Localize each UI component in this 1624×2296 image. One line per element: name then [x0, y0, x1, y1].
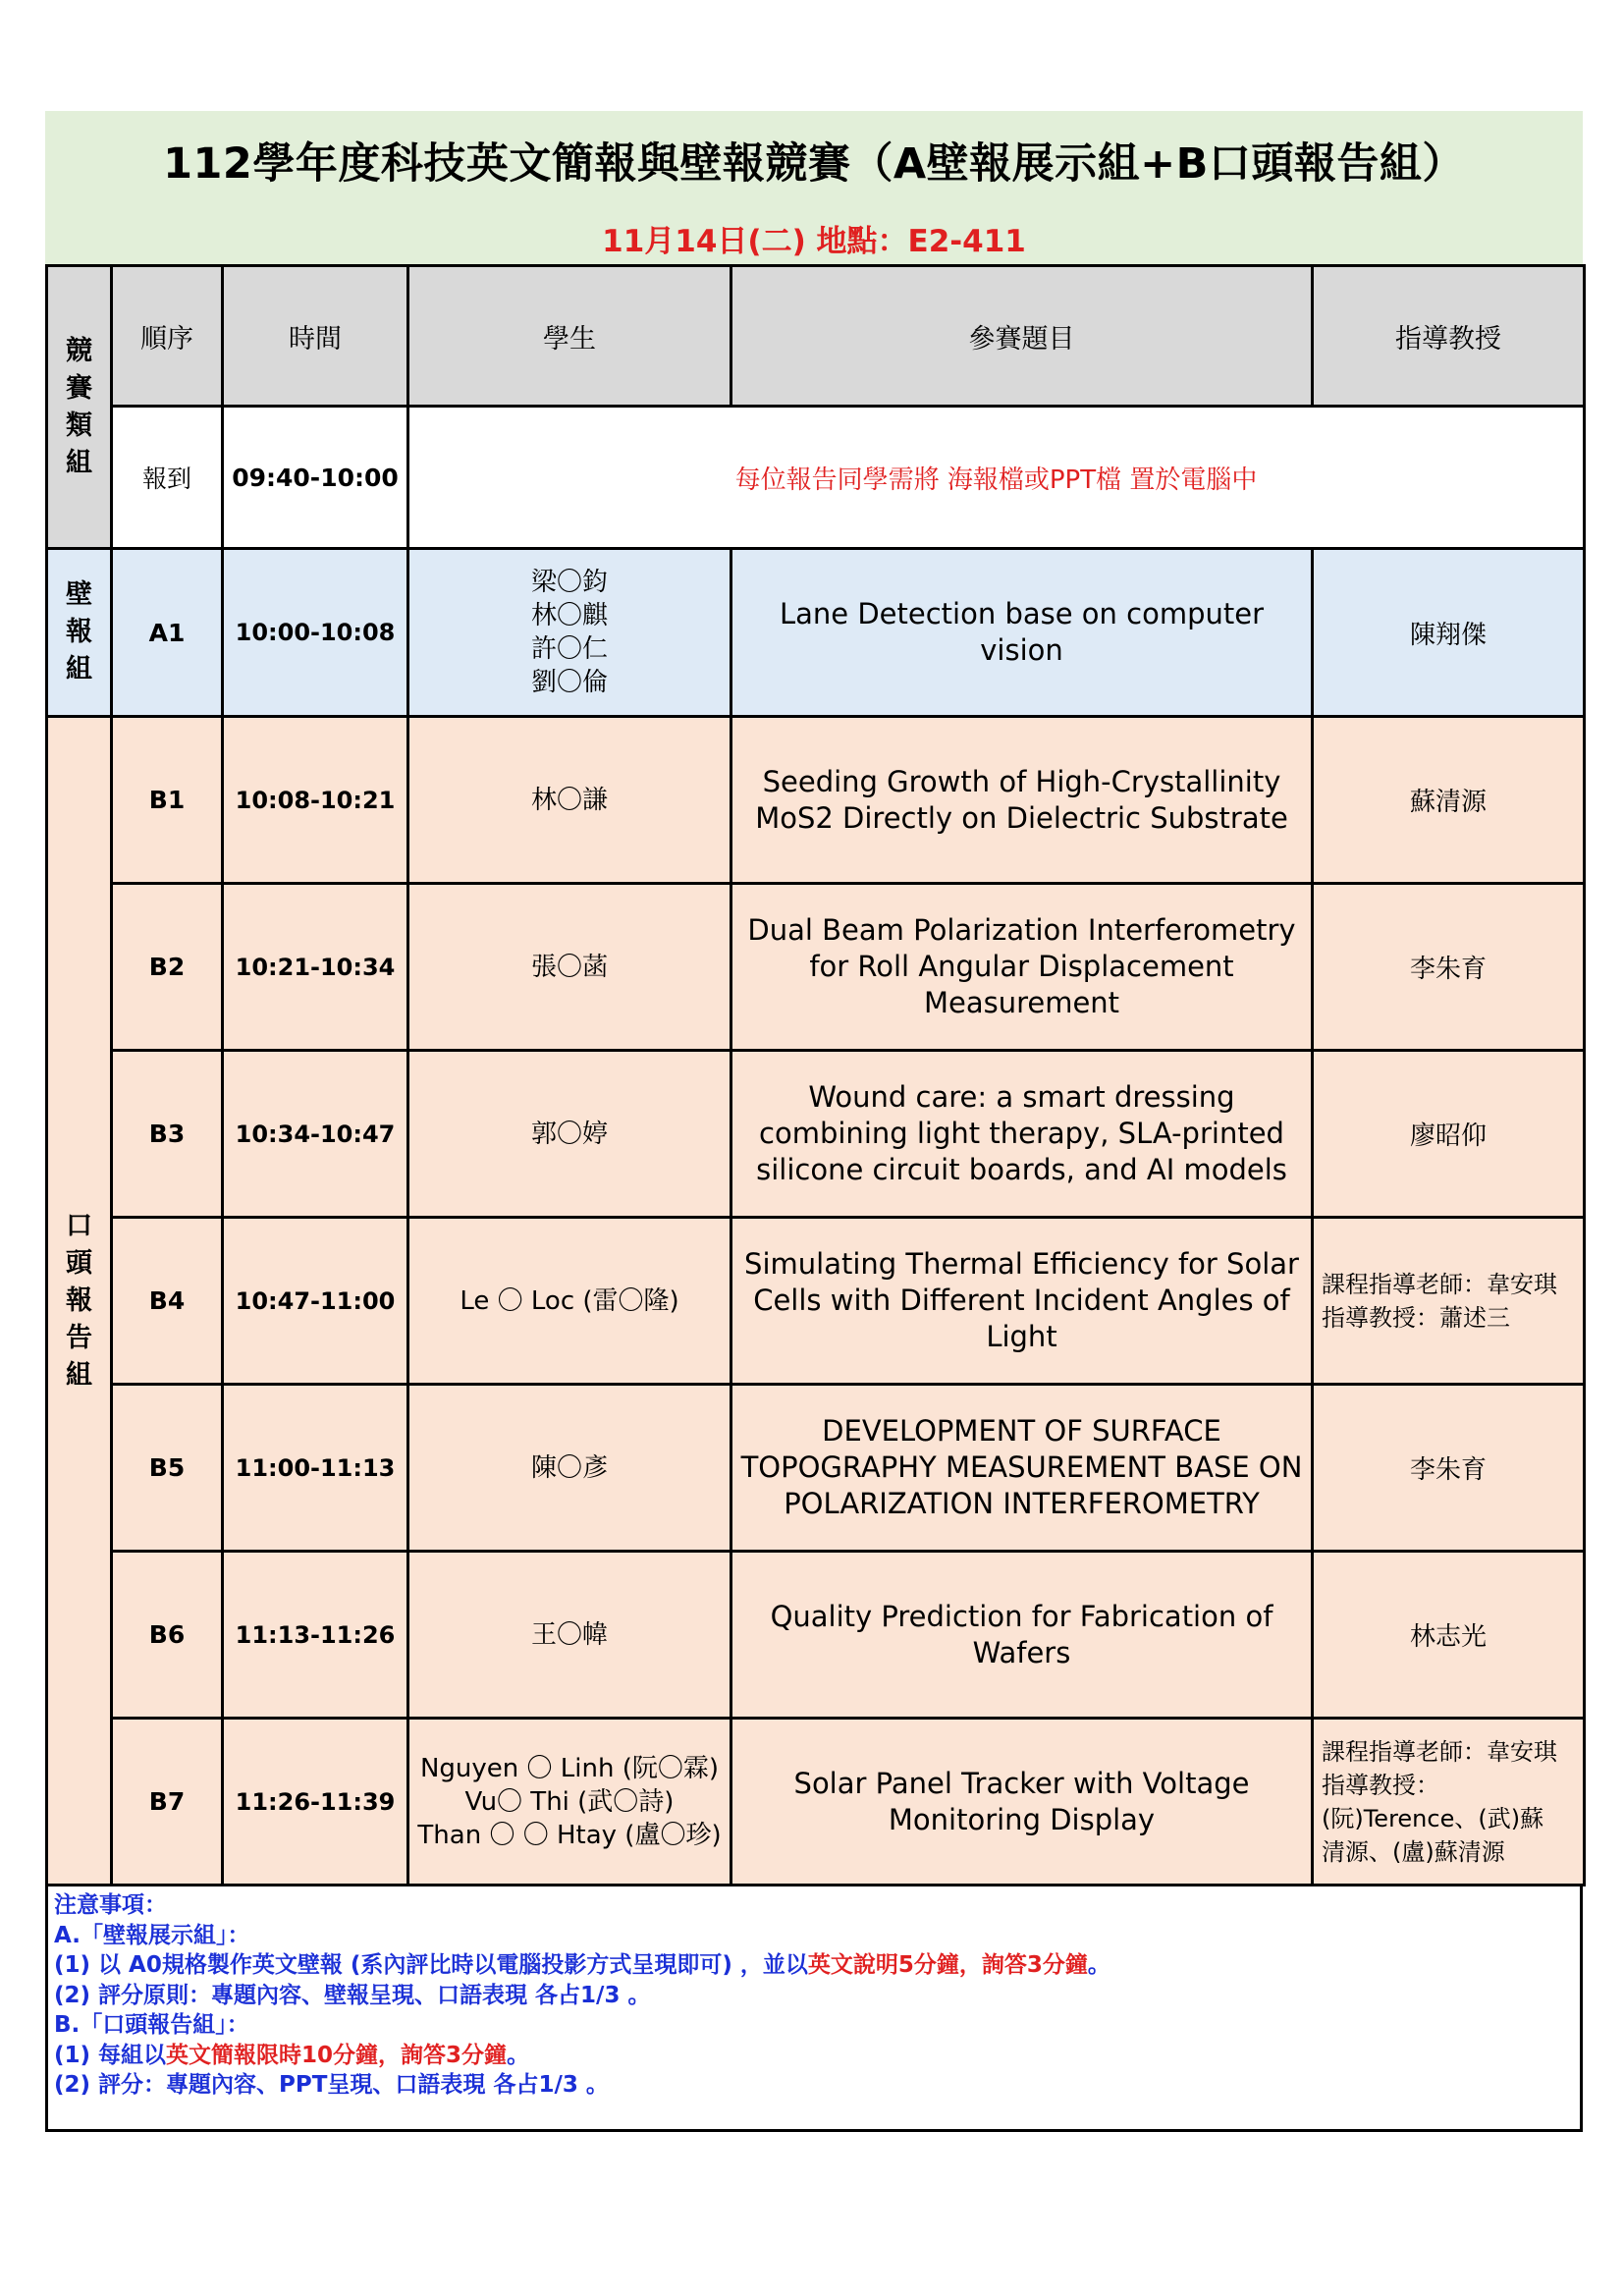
time-cell: 10:47-11:00: [223, 1218, 408, 1385]
notes-a-heading: A.「壁報展示組」：: [54, 1922, 250, 1948]
registration-label: 報到: [112, 407, 223, 549]
time-cell: 11:26-11:39: [223, 1719, 408, 1886]
student-cell-line: 郭〇婷: [530, 1119, 608, 1149]
group-label-groupA: 壁報組: [47, 549, 112, 717]
table-row: [47, 1385, 1585, 1552]
order-cell: B1: [112, 717, 223, 884]
order-cell: A1: [112, 549, 223, 717]
order-cell: B3: [112, 1051, 223, 1218]
topic-cell: Simulating Thermal Efficiency for Solar Cells with Different Incident Angles of Light: [731, 1218, 1313, 1385]
schedule-sheet: [45, 111, 1583, 2132]
time-cell: 11:13-11:26: [223, 1552, 408, 1719]
notes-a-item-2: (2) 評分原則：專題內容、壁報呈現、口語表現 各占1/3 。: [54, 1982, 651, 2008]
advisor-cell-line: 課程指導老師：韋安琪: [1322, 1737, 1557, 1766]
notes-a-item-1: (1) 以 A0規格製作英文壁報 (系內評比時以電腦投影方式呈現即可) ，並以英文說明5分鐘，詢答3分鐘。: [54, 1952, 1110, 1978]
notes-b-item-1: (1) 每組以英文簡報限時10分鐘，詢答3分鐘。: [54, 2042, 530, 2068]
student-cell: [408, 1218, 731, 1385]
advisor-cell-line: 指導教授：蕭述三: [1322, 1303, 1510, 1332]
advisor-cell: [1313, 1051, 1585, 1218]
advisor-cell-line: 陳翔傑: [1409, 620, 1487, 650]
topic-cell: Seeding Growth of High-Crystallinity MoS2 Directly on Dielectric Substrate: [731, 717, 1313, 884]
advisor-cell-line: 課程指導老師：韋安琪: [1322, 1270, 1557, 1298]
page-title: 112學年度科技英文簡報與壁報競賽（A壁報展示組+B口頭報告組）: [163, 139, 1465, 189]
advisor-cell: [1313, 717, 1585, 884]
registration-note: 每位報告同學需將 海報檔或PPT檔 置於電腦中: [408, 407, 1585, 549]
advisor-cell: [1313, 549, 1585, 717]
advisor-cell: [1313, 1385, 1585, 1552]
time-cell: 10:08-10:21: [223, 717, 408, 884]
student-cell-line: Le 〇 Loc (雷〇隆): [460, 1285, 679, 1316]
student-cell-line: 王〇幃: [530, 1619, 608, 1650]
topic-cell: Quality Prediction for Fabrication of Wafers: [731, 1552, 1313, 1719]
topic-cell: Wound care: a smart dressing combining light therapy, SLA-printed silicone circuit boards, and AI models: [731, 1051, 1313, 1218]
student-cell: [408, 884, 731, 1051]
advisor-cell-line: 蘇清源: [1409, 788, 1487, 817]
student-cell-line: Vu〇 Thi (武〇詩): [464, 1786, 675, 1817]
notes-section: [45, 1886, 1583, 2132]
advisor-cell-line: 廖昭仰: [1409, 1121, 1487, 1151]
time-cell: 10:34-10:47: [223, 1051, 408, 1218]
table-row: [47, 1051, 1585, 1218]
table-row: [47, 1552, 1585, 1719]
order-cell: B4: [112, 1218, 223, 1385]
student-cell: [408, 549, 731, 717]
registration-row: [47, 407, 1585, 549]
table-row: [47, 549, 1585, 717]
time-cell: 11:00-11:13: [223, 1385, 408, 1552]
table-row: [47, 1719, 1585, 1886]
order-cell: B7: [112, 1719, 223, 1886]
student-cell: [408, 1051, 731, 1218]
column-header-student: 學生: [408, 266, 731, 407]
date-location: 11月14日(二) 地點：E2-411: [602, 224, 1026, 259]
advisor-cell-line: 指導教授：: [1322, 1771, 1439, 1799]
advisor-cell-line: 清源、(盧)蘇清源: [1322, 1837, 1505, 1866]
topic-cell: Lane Detection base on computer vision: [731, 549, 1313, 717]
student-cell: [408, 1385, 731, 1552]
order-cell: B5: [112, 1385, 223, 1552]
topic-cell: Solar Panel Tracker with Voltage Monitoring Display: [731, 1719, 1313, 1886]
topic-cell: Dual Beam Polarization Interferometry for Roll Angular Displacement Measurement: [731, 884, 1313, 1051]
advisor-cell: [1313, 1719, 1585, 1886]
student-cell-line: 梁〇鈞: [530, 568, 608, 597]
table-row: [47, 884, 1585, 1051]
notes-heading: 注意事項：: [54, 1892, 167, 1918]
student-cell-line: 陳〇彥: [530, 1452, 608, 1483]
order-cell: B2: [112, 884, 223, 1051]
time-cell: 10:21-10:34: [223, 884, 408, 1051]
notes-b-heading: B.「口頭報告組」：: [54, 2012, 249, 2038]
time-cell: 10:00-10:08: [223, 549, 408, 717]
notes-b-item-2: (2) 評分：專題內容、PPT呈現、口語表現 各占1/3 。: [54, 2072, 609, 2098]
advisor-cell-line: (阮)Terence、(武)蘇: [1322, 1804, 1544, 1832]
group-label-groupB: 口頭報告組: [47, 717, 112, 1886]
student-cell: [408, 1552, 731, 1719]
student-cell-line: 林〇麒: [530, 601, 608, 630]
advisor-cell: [1313, 1218, 1585, 1385]
advisor-cell-line: 李朱育: [1409, 955, 1487, 984]
advisor-cell: [1313, 884, 1585, 1051]
column-header-group: 競賽類組: [47, 266, 112, 549]
student-cell-line: 張〇菡: [530, 952, 608, 982]
advisor-cell-line: 李朱育: [1409, 1455, 1487, 1485]
table-row: [47, 717, 1585, 884]
column-header-order: 順序: [112, 266, 223, 407]
advisor-cell: [1313, 1552, 1585, 1719]
student-cell-line: 劉〇倫: [530, 668, 608, 697]
student-cell: [408, 717, 731, 884]
table-header-row: [47, 266, 1585, 407]
header: [45, 111, 1583, 264]
column-header-time: 時間: [223, 266, 408, 407]
student-cell: [408, 1719, 731, 1886]
table-row: [47, 1218, 1585, 1385]
student-cell-line: 林〇謙: [530, 785, 608, 815]
student-cell-line: Nguyen 〇 Linh (阮〇霖): [419, 1753, 720, 1783]
advisor-cell-line: 林志光: [1409, 1622, 1487, 1652]
column-header-topic: 參賽題目: [731, 266, 1313, 407]
student-cell-line: Than 〇 〇 Htay (盧〇珍): [417, 1820, 722, 1850]
registration-time: 09:40-10:00: [223, 407, 408, 549]
schedule-table: [45, 264, 1586, 1886]
student-cell-line: 許〇仁: [530, 634, 608, 664]
topic-cell: DEVELOPMENT OF SURFACE TOPOGRAPHY MEASUREMENT BASE ON POLARIZATION INTERFEROMETRY: [731, 1385, 1313, 1552]
order-cell: B6: [112, 1552, 223, 1719]
column-header-advisor: 指導教授: [1313, 266, 1585, 407]
